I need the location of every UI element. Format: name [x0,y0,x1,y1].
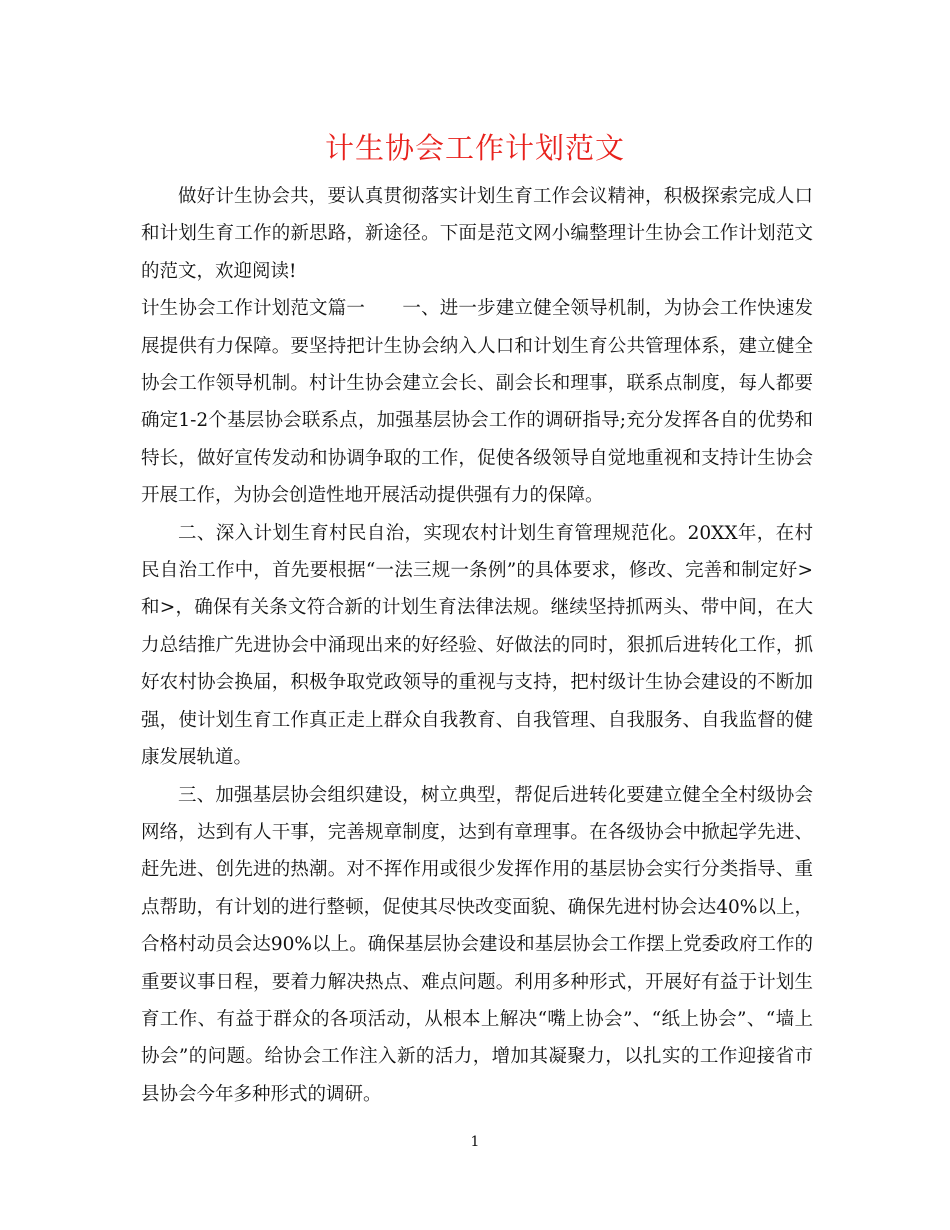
document-body [141,178,813,1113]
page-number: 1 [470,1134,480,1150]
paragraph-intro: 做好计生协会共，要认真贯彻落实计划生育工作会议精神，积极探索完成人口和计划生育工作的新思路，新途径。下面是范文网小编整理计生协会工作计划范文的范文，欢迎阅读! [141,186,813,282]
paragraph-section-three: 三、加强基层协会组织建设，树立典型，帮促后进转化要建立健全全村级协会网络，达到有人干事，完善规章制度，达到有章理事。在各级协会中掀起学先进、赶先进、创先进的热潮。对不挥作用或很少发挥作用的基层协会实行分类指导、重点帮助，有计划的进行整顿，促使其尽快改变面貌、确保先进村协会达40%以上，合格村动员会达90%以上。确保基层协会建设和基层协会工作摆上党委政府工作的重要议事日程，要着力解决热点、难点问题。利用多种形式，开展好有益于计划生育工作、有益于群众的各项活动，从根本上解决“嘴上协会”、“纸上协会”、“墙上协会”的问题。给协会工作注入新的活力，增加其凝聚力，以扎实的工作迎接省市县协会今年多种形式的调研。 [141,784,813,1105]
document-title: 计生协会工作计划范文 [324,131,625,165]
paragraph-section-two: 二、深入计划生育村民自治，实现农村计划生育管理规范化。20XX年，在村民自治工作中，首先要根据“一法三规一条例”的具体要求，修改、完善和制定好>和>，确保有关条文符合新的计划生育法律法规。继续坚持抓两头、带中间，在大力总结推广先进协会中涌现出来的好经验、好做法的同时，狠抓后进转化工作，抓好农村协会换届，积极争取党政领导的重视与支持，把村级计生协会建设的不断加强，使计划生育工作真正走上群众自我教育、自我管理、自我服务、自我监督的健康发展轨道。 [141,522,813,769]
paragraph-section-one: 计生协会工作计划范文篇一 一、进一步建立健全领导机制，为协会工作快速发展提供有力保障。要坚持把计生协会纳入人口和计划生育公共管理体系，建立健全协会工作领导机制。村计生协会建立会长、副会长和理事，联系点制度，每人都要确定1-2个基层协会联系点，加强基层协会工作的调研指导;充分发挥各自的优势和特长，做好宣传发动和协调争取的工作，促使各级领导自觉地重视和支持计生协会开展工作，为协会创造性地开展活动提供强有力的保障。 [141,298,813,507]
